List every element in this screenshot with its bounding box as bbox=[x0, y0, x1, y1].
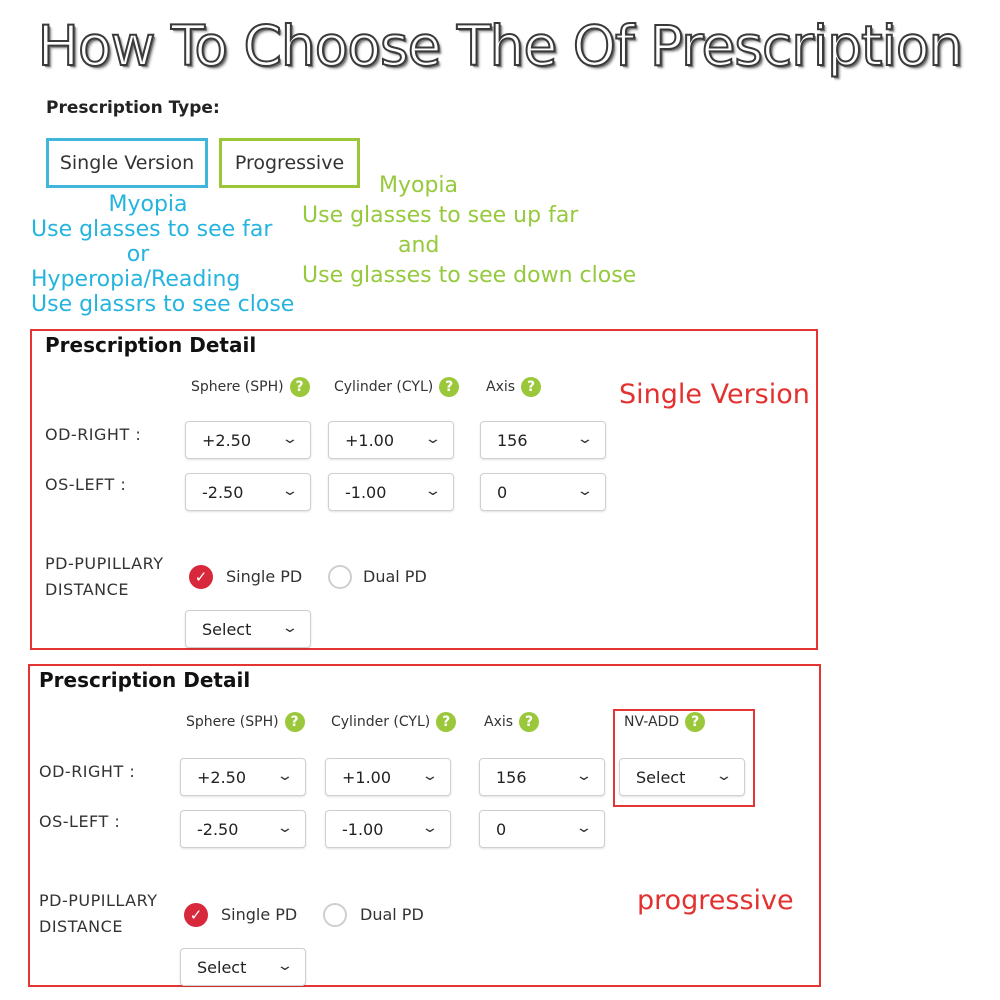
os-cylinder-select[interactable] bbox=[328, 473, 454, 511]
select-value: -1.00 bbox=[342, 819, 384, 839]
check-icon: ✓ bbox=[189, 906, 203, 924]
chevron-down-icon: ⌄ bbox=[421, 820, 439, 836]
chevron-down-icon: ⌄ bbox=[715, 768, 733, 784]
select-value: -2.50 bbox=[197, 819, 239, 839]
chevron-down-icon: ⌄ bbox=[276, 958, 294, 974]
pd-select[interactable] bbox=[185, 610, 311, 648]
dual-pd-label[interactable]: Dual PD bbox=[360, 905, 424, 924]
chevron-down-icon: ⌄ bbox=[281, 620, 299, 636]
pd-label-line-2: DISTANCE bbox=[45, 580, 129, 599]
select-value: Select bbox=[202, 619, 252, 639]
chevron-down-icon: ⌄ bbox=[276, 820, 294, 836]
nv-add-select[interactable] bbox=[619, 758, 745, 796]
question-mark-icon[interactable]: ? bbox=[436, 712, 456, 732]
question-mark-icon[interactable]: ? bbox=[521, 377, 541, 397]
progressive-note-line-1: Myopia bbox=[379, 173, 459, 198]
chevron-down-icon: ⌄ bbox=[575, 820, 593, 836]
chevron-down-icon: ⌄ bbox=[424, 431, 442, 447]
single-note-line-3: or bbox=[126, 242, 150, 267]
od-right-label: OD-RIGHT : bbox=[45, 425, 142, 444]
single-note-line-2: Use glasses to see far bbox=[31, 217, 273, 242]
prescription-detail-panel-single bbox=[30, 329, 818, 650]
dual-pd-radio[interactable] bbox=[328, 565, 352, 589]
check-icon: ✓ bbox=[194, 568, 208, 586]
question-mark-icon[interactable]: ? bbox=[685, 712, 705, 732]
single-note-line-4: Hyperopia/Reading bbox=[31, 267, 241, 292]
select-value: +2.50 bbox=[197, 767, 247, 787]
single-pd-label[interactable]: Single PD bbox=[221, 905, 298, 924]
sphere-column-header bbox=[186, 712, 305, 732]
single-version-button[interactable]: Single Version bbox=[46, 138, 208, 188]
od-sphere-select[interactable] bbox=[185, 421, 311, 459]
select-value: -1.00 bbox=[345, 482, 387, 502]
chevron-down-icon: ⌄ bbox=[276, 768, 294, 784]
select-value: +2.50 bbox=[202, 430, 252, 450]
od-axis-select[interactable] bbox=[479, 758, 605, 796]
select-value: +1.00 bbox=[345, 430, 395, 450]
os-cylinder-select[interactable] bbox=[325, 810, 451, 848]
nv-add-column-header bbox=[624, 712, 705, 732]
axis-column-header bbox=[486, 377, 541, 397]
chevron-down-icon: ⌄ bbox=[576, 431, 594, 447]
od-cylinder-select[interactable] bbox=[328, 421, 454, 459]
od-sphere-select[interactable] bbox=[180, 758, 306, 796]
prescription-type-label: Prescription Type: bbox=[46, 98, 220, 118]
nv-add-label: NV-ADD bbox=[624, 714, 680, 730]
panel-title: Prescription Detail bbox=[45, 333, 257, 357]
panel-tag: Single Version bbox=[619, 379, 810, 410]
cylinder-column-header bbox=[334, 377, 459, 397]
od-right-label: OD-RIGHT : bbox=[39, 762, 136, 781]
progressive-button[interactable]: Progressive bbox=[219, 138, 360, 188]
pd-label-line-1: PD-PUPILLARY bbox=[39, 891, 158, 910]
cylinder-label: Cylinder (CYL) bbox=[331, 714, 431, 730]
axis-label: Axis bbox=[486, 379, 516, 395]
panel-title: Prescription Detail bbox=[39, 668, 251, 692]
chevron-down-icon: ⌄ bbox=[424, 483, 442, 499]
question-mark-icon[interactable]: ? bbox=[290, 377, 310, 397]
panel-tag: progressive bbox=[637, 885, 794, 916]
sphere-column-header bbox=[191, 377, 310, 397]
pd-label-line-1: PD-PUPILLARY bbox=[45, 554, 164, 573]
single-pd-radio[interactable] bbox=[189, 565, 213, 589]
cylinder-column-header bbox=[331, 712, 456, 732]
select-value: 156 bbox=[496, 767, 527, 787]
pd-select[interactable] bbox=[180, 948, 306, 986]
pd-label-line-2: DISTANCE bbox=[39, 917, 123, 936]
single-pd-label[interactable]: Single PD bbox=[226, 567, 303, 586]
os-axis-select[interactable] bbox=[480, 473, 606, 511]
os-sphere-select[interactable] bbox=[180, 810, 306, 848]
dual-pd-radio[interactable] bbox=[323, 903, 347, 927]
chevron-down-icon: ⌄ bbox=[281, 483, 299, 499]
select-value: 0 bbox=[496, 819, 507, 839]
os-left-label: OS-LEFT : bbox=[39, 812, 121, 831]
chevron-down-icon: ⌄ bbox=[281, 431, 299, 447]
single-note-line-1: Myopia bbox=[108, 192, 188, 217]
select-value: 0 bbox=[497, 482, 508, 502]
question-mark-icon[interactable]: ? bbox=[285, 712, 305, 732]
select-value: Select bbox=[197, 957, 247, 977]
single-note-line-5: Use glassrs to see close bbox=[31, 292, 295, 317]
dual-pd-label[interactable]: Dual PD bbox=[363, 567, 427, 586]
cylinder-label: Cylinder (CYL) bbox=[334, 379, 434, 395]
question-mark-icon[interactable]: ? bbox=[519, 712, 539, 732]
select-value: +1.00 bbox=[342, 767, 392, 787]
chevron-down-icon: ⌄ bbox=[575, 768, 593, 784]
prescription-detail-panel-progressive bbox=[28, 664, 821, 987]
od-cylinder-select[interactable] bbox=[325, 758, 451, 796]
sphere-label: Sphere (SPH) bbox=[186, 714, 279, 730]
sphere-label: Sphere (SPH) bbox=[191, 379, 284, 395]
chevron-down-icon: ⌄ bbox=[576, 483, 594, 499]
single-pd-radio[interactable] bbox=[184, 903, 208, 927]
page-title: How To Choose The Of Prescription bbox=[37, 14, 963, 78]
od-axis-select[interactable] bbox=[480, 421, 606, 459]
select-value: -2.50 bbox=[202, 482, 244, 502]
axis-column-header bbox=[484, 712, 539, 732]
select-value: 156 bbox=[497, 430, 528, 450]
progressive-note-line-4: Use glasses to see down close bbox=[302, 263, 637, 288]
axis-label: Axis bbox=[484, 714, 514, 730]
os-axis-select[interactable] bbox=[479, 810, 605, 848]
chevron-down-icon: ⌄ bbox=[421, 768, 439, 784]
question-mark-icon[interactable]: ? bbox=[439, 377, 459, 397]
progressive-note-line-3: and bbox=[398, 233, 440, 258]
progressive-note-line-2: Use glasses to see up far bbox=[302, 203, 579, 228]
os-sphere-select[interactable] bbox=[185, 473, 311, 511]
select-value: Select bbox=[636, 767, 686, 787]
os-left-label: OS-LEFT : bbox=[45, 475, 127, 494]
